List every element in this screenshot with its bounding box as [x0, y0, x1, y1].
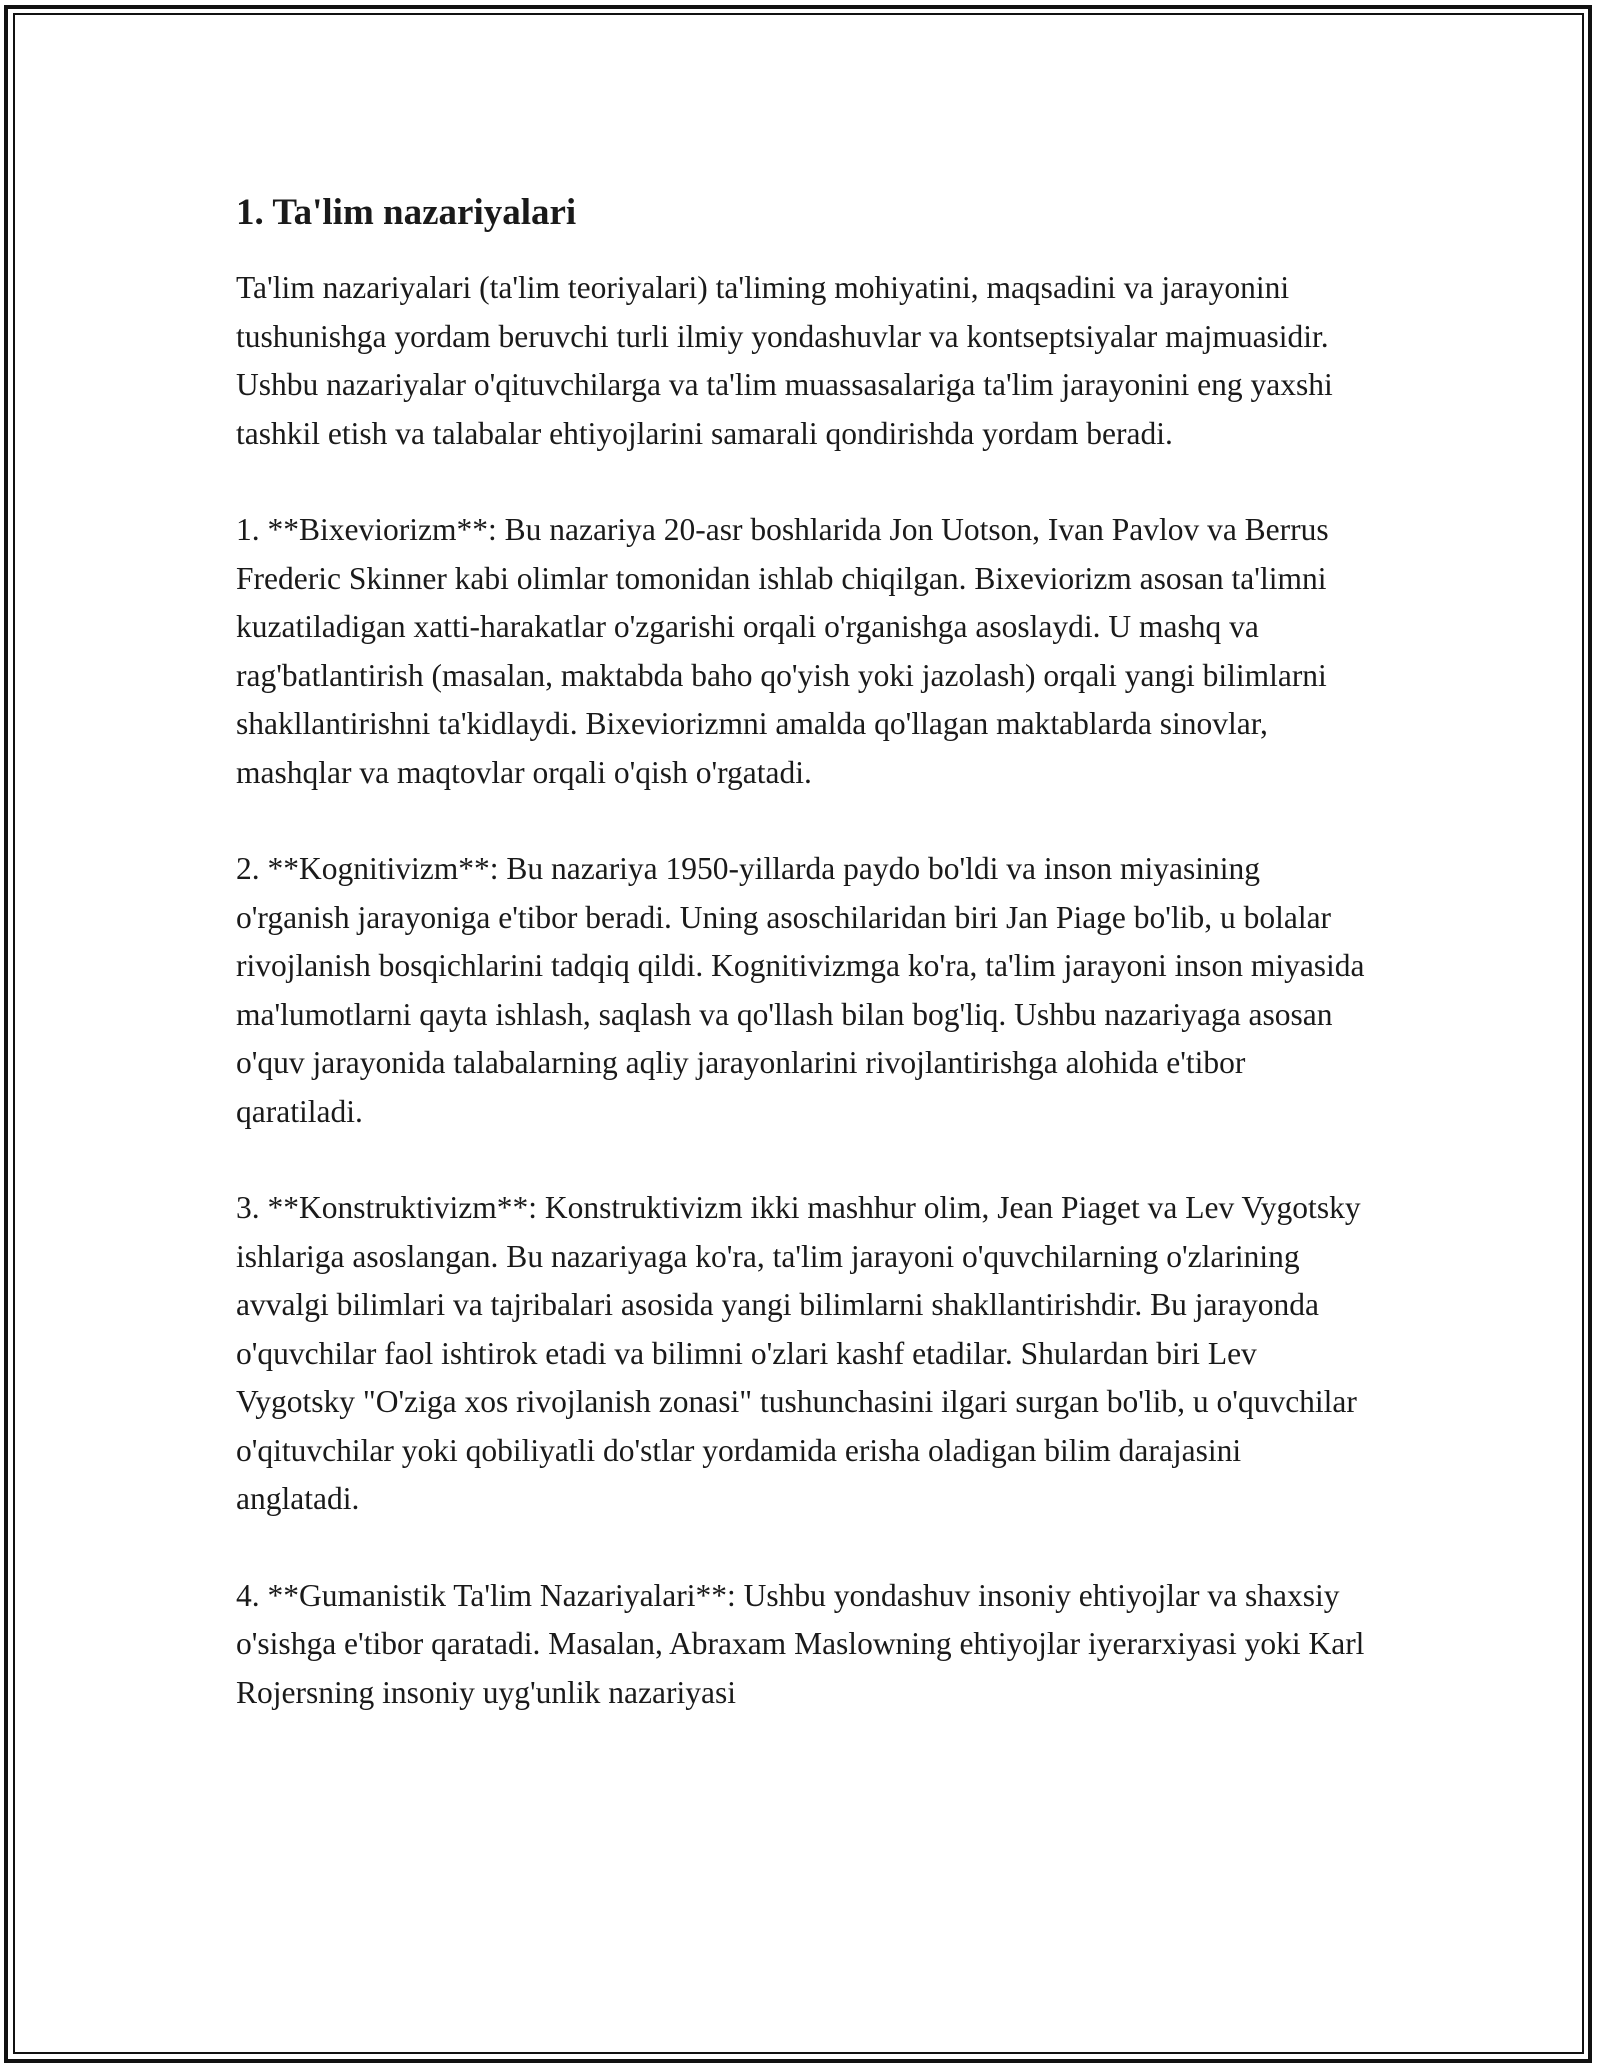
document-title: 1. Ta'lim nazariyalari [236, 192, 577, 233]
document-body [236, 186, 1368, 1765]
intro-paragraph: Ta'lim nazariyalari (ta'lim teoriyalari) ta'liming mohiyatini, maqsadini va jarayonini tushunishga yordam beruvchi turli ilmiy yondashuvlar va kontseptsiyalar majmuasidir. Ushbu nazariyalar o'qituvchilarga va ta'lim muassasalariga ta'lim jarayonini eng yaxshi tashkil etish va talabalar ehtiyojlarini samarali qondirishda yordam beradi. [236, 270, 1333, 451]
paragraph-bixeviorizm: 1. **Bixeviorizm**: Bu nazariya 20-asr boshlarida Jon Uotson, Ivan Pavlov va Berrus Frederic Skinner kabi olimlar tomonidan ishlab chiqilgan. Bixeviorizm asosan ta'limni kuzatiladigan xatti-harakatlar o'zgarishi orqali o'rganishga asoslaydi. U mashq va rag'batlantirish (masalan, maktabda baho qo'yish yoki jazolash) orqali yangi bilimlarni shakllantirishni ta'kidlaydi. Bixeviorizmni amalda qo'llagan maktablarda sinovlar, mashqlar va maqtovlar orqali o'qish o'rgatadi. [236, 512, 1329, 790]
paragraph-konstruktivizm: 3. **Konstruktivizm**: Konstruktivizm ikki mashhur olim, Jean Piaget va Lev Vygotsky ishlariga asoslangan. Bu nazariyaga ko'ra, ta'lim jarayoni o'quvchilarning o'zlarining avvalgi bilimlari va tajribalari asosida yangi bilimlarni shakllantirishdir. Bu jarayonda o'quvchilar faol ishtirok etadi va bilimni o'zlari kashf etadilar. Shulardan biri Lev Vygotsky "O'ziga xos rivojlanish zonasi" tushunchasini ilgari surgan bo'lib, u o'quvchilar o'qituvchilar yoki qobiliyatli do'stlar yordamida erisha oladigan bilim darajasini anglatadi. [236, 1190, 1361, 1516]
paragraph-kognitivizm: 2. **Kognitivizm**: Bu nazariya 1950-yillarda paydo bo'ldi va inson miyasining o'rganish jarayoniga e'tibor beradi. Uning asoschilaridan biri Jan Piage bo'lib, u bolalar rivojlanish bosqichlarini tadqiq qildi. Kognitivizmga ko'ra, ta'lim jarayoni inson miyasida ma'lumotlarni qayta ishlash, saqlash va qo'llash bilan bog'liq. Ushbu nazariyaga asosan o'quv jarayonida talabalarning aqliy jarayonlarini rivojlantirishga alohida e'tibor qaratiladi. [236, 851, 1365, 1129]
paragraph-gumanistik: 4. **Gumanistik Ta'lim Nazariyalari**: Ushbu yondashuv insoniy ehtiyojlar va shaxsiy o'sishga e'tibor qaratadi. Masalan, Abraxam Maslowning ehtiyojlar iyerarxiyasi yoki Karl Rojersning insoniy uyg'unlik nazariyasi [236, 1577, 1365, 1710]
